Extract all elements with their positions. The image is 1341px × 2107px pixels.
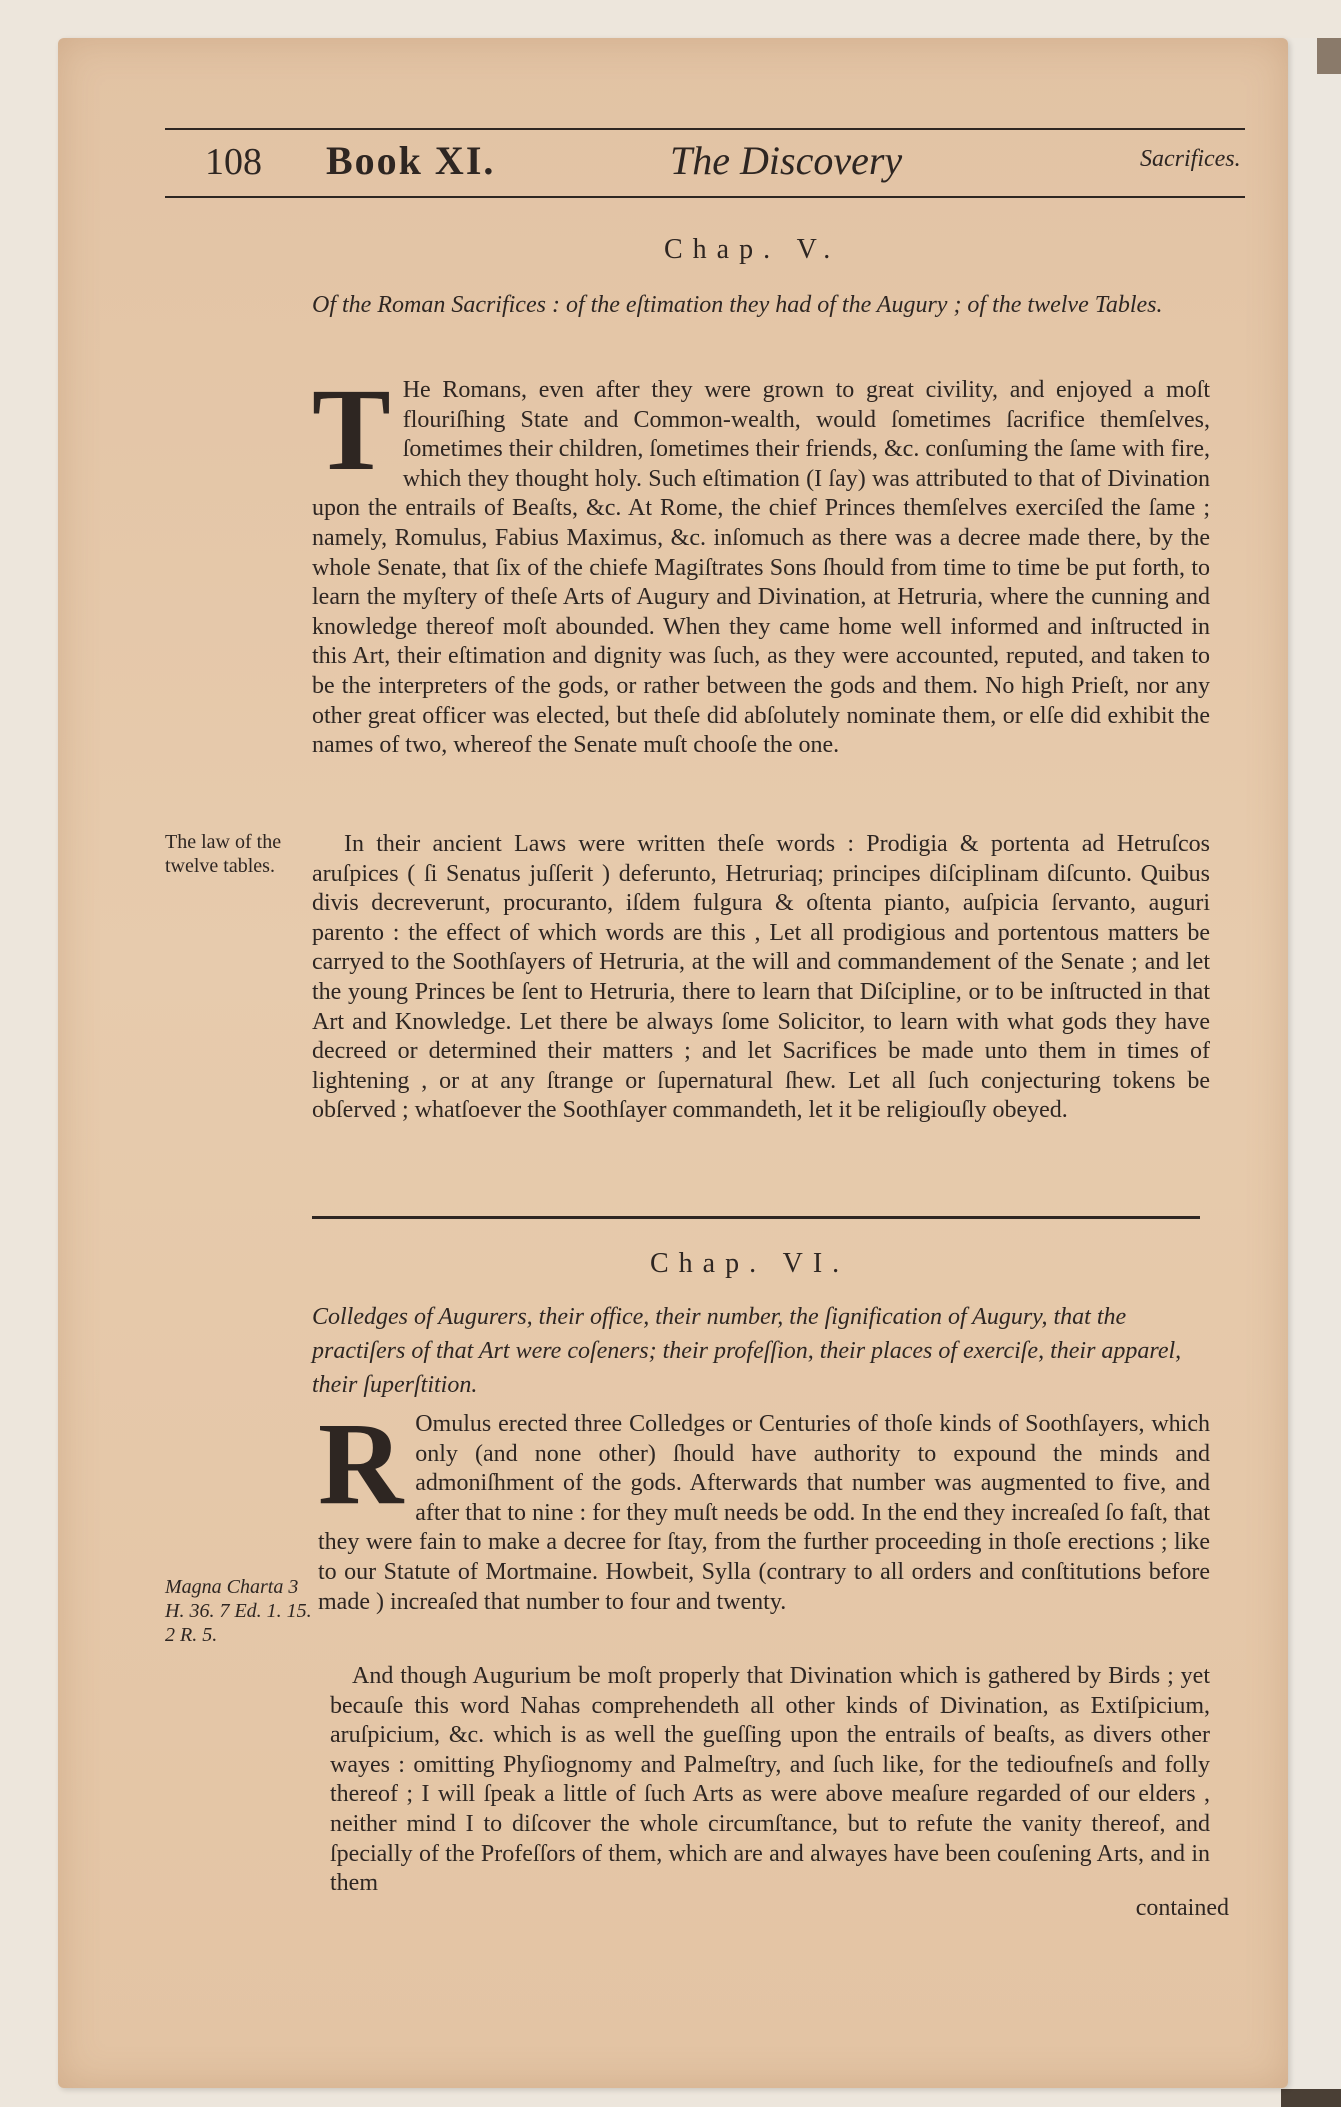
section-label: Sacrifices. xyxy=(1140,146,1241,172)
edge-shadow-bottom xyxy=(1281,2089,1341,2107)
chapter6-paragraph1 xyxy=(318,1398,1210,1617)
running-title: The Discovery xyxy=(670,138,903,183)
header-rule-top xyxy=(165,128,1245,130)
chapter5-subtitle: Of the Roman Sacrifices : of the eſtimation they had of the Augury ; of the twelve Tables. xyxy=(312,292,1163,318)
chapter5-paragraph1 xyxy=(312,364,1210,761)
chapter6-heading: Chap. VI. xyxy=(650,1248,850,1279)
chapter5-paragraph2: In their ancient Laws were written theſe words : Prodigia & portenta ad Hetruſcos aruſpices ( ſi Senatus juſſerit ) deferunto, Hetruriaq; principes diſciplinam diſcunto. Quibus divis decreverunt, procuranto, iſdem fulgura & oſtenta pianto, auſpicia ſervanto, auguri parento : the effect of which words are this , Let all prodigious and portentous matters be carryed to the Soothſayers of Hetruria, at the will and commandement of the Senate ; and let the young Princes be ſent to Hetruria, there to learn that Diſcipline, or to be inſtructed in that Art and Knowledge. Let there be always ſome Solicitor, to learn with what gods they have decreed or determined their matters ; and let Sacrifices be made unto them in times of lightening , or at any ſtrange or ſupernatural ſhew. Let all ſuch conjecturing tokens be obſerved ; whatſoever the Soothſayer commandeth, let it be religiouſly obeyed. xyxy=(312,831,1210,1124)
chapter6-dropcap: R xyxy=(318,1398,404,1529)
edge-shadow-top xyxy=(1317,38,1341,74)
header-rule-bottom xyxy=(165,196,1245,198)
chapter6-para1-text: Omulus erected three Colledges or Centuries of thoſe kinds of Soothſayers, which only (and none other) ſhould have authority to expound the minds and admoniſhment of the gods. Afterwards that number was augmented to five, and after that to nine : for they muſt needs be odd. In the end they increaſed ſo faſt, that they were fain to make a decree for ſtay, from the further proceeding in thoſe erections ; like to our Statute of Mortmaine. Howbeit, Sylla (contrary to all orders and conſtitutions before made ) increaſed that number to four and twenty. xyxy=(318,1411,1210,1615)
page-edge-right xyxy=(1288,38,1341,2107)
margin-note-twelve-tables: The law of the twelve tables. xyxy=(165,831,282,877)
chapter6-paragraph2: And though Augurium be moſt properly that Divination which is gathered by Birds ; yet becauſe this word Nahas comprehendeth all other kinds of Divination, as Extiſpicium, aruſpicium, &c. which is as well the gueſſing upon the entrails of beaſts, as divers other wayes : omitting Phyſiognomy and Palmeſtry, and ſuch like, for the tedioufneſs and folly thereof ; I will ſpeak a little of ſuch Arts as were above meaſure regarded of our elders , neither mind I to diſcover the whole circumſtance, but to refute the vanity thereof, and ſpecially of the Profeſſors of them, which are and alwayes have been couſening Arts, and in them xyxy=(330,1663,1210,1897)
margin-note-magna-charta: Magna Charta 3 H. 36. 7 Ed. 1. 15. 2 R. 5. xyxy=(165,1576,312,1646)
chapter5-heading: Chap. V. xyxy=(664,234,841,265)
chapter5-dropcap: T xyxy=(312,364,391,495)
chapter5-para1-text: He Romans, even after they were grown to great civility, and enjoyed a moſt flouriſhing State and Common-wealth, would ſometimes ſacrifice themſelves, ſometimes their children, ſometimes their friends, &c. conſuming the ſame with fire, which they thought holy. Such eſtimation (I ſay) was attributed to that of Divination upon the entrails of Beaſts, &c. At Rome, the chief Princes themſelves exerciſed the ſame ; namely, Romulus, Fabius Maximus, &c. inſomuch as there was a decree made there, by the whole Senate, that ſix of the chiefe Magiſtrates Sons ſhould from time to time be put forth, to learn the myſtery of theſe Arts of Augury and Divination, at Hetruria, where the cunning and knowledge thereof moſt abounded. When they came home well informed and inſtructed in this Art, their eſtimation and dignity was ſuch, as they were accounted, reputed, and taken to be the interpreters of the gods, or rather between the gods and them. No high Prieſt, nor any other great officer was elected, but theſe did abſolutely nominate them, or elſe did exhibit the names of two, whereof the Senate muſt chooſe the one. xyxy=(312,377,1210,759)
chapter6-subtitle: Colledges of Augurers, their office, their number, the ſignification of Augury, that the practiſers of that Art were coſeners; their profeſſion, their places of exerciſe, their apparel, their ſuperſtition. xyxy=(312,1304,1182,1398)
book-label: Book XI. xyxy=(326,138,496,183)
page-number: 108 xyxy=(205,141,262,183)
catchword: contained xyxy=(1135,1895,1229,1921)
chapter-divider xyxy=(312,1216,1200,1219)
